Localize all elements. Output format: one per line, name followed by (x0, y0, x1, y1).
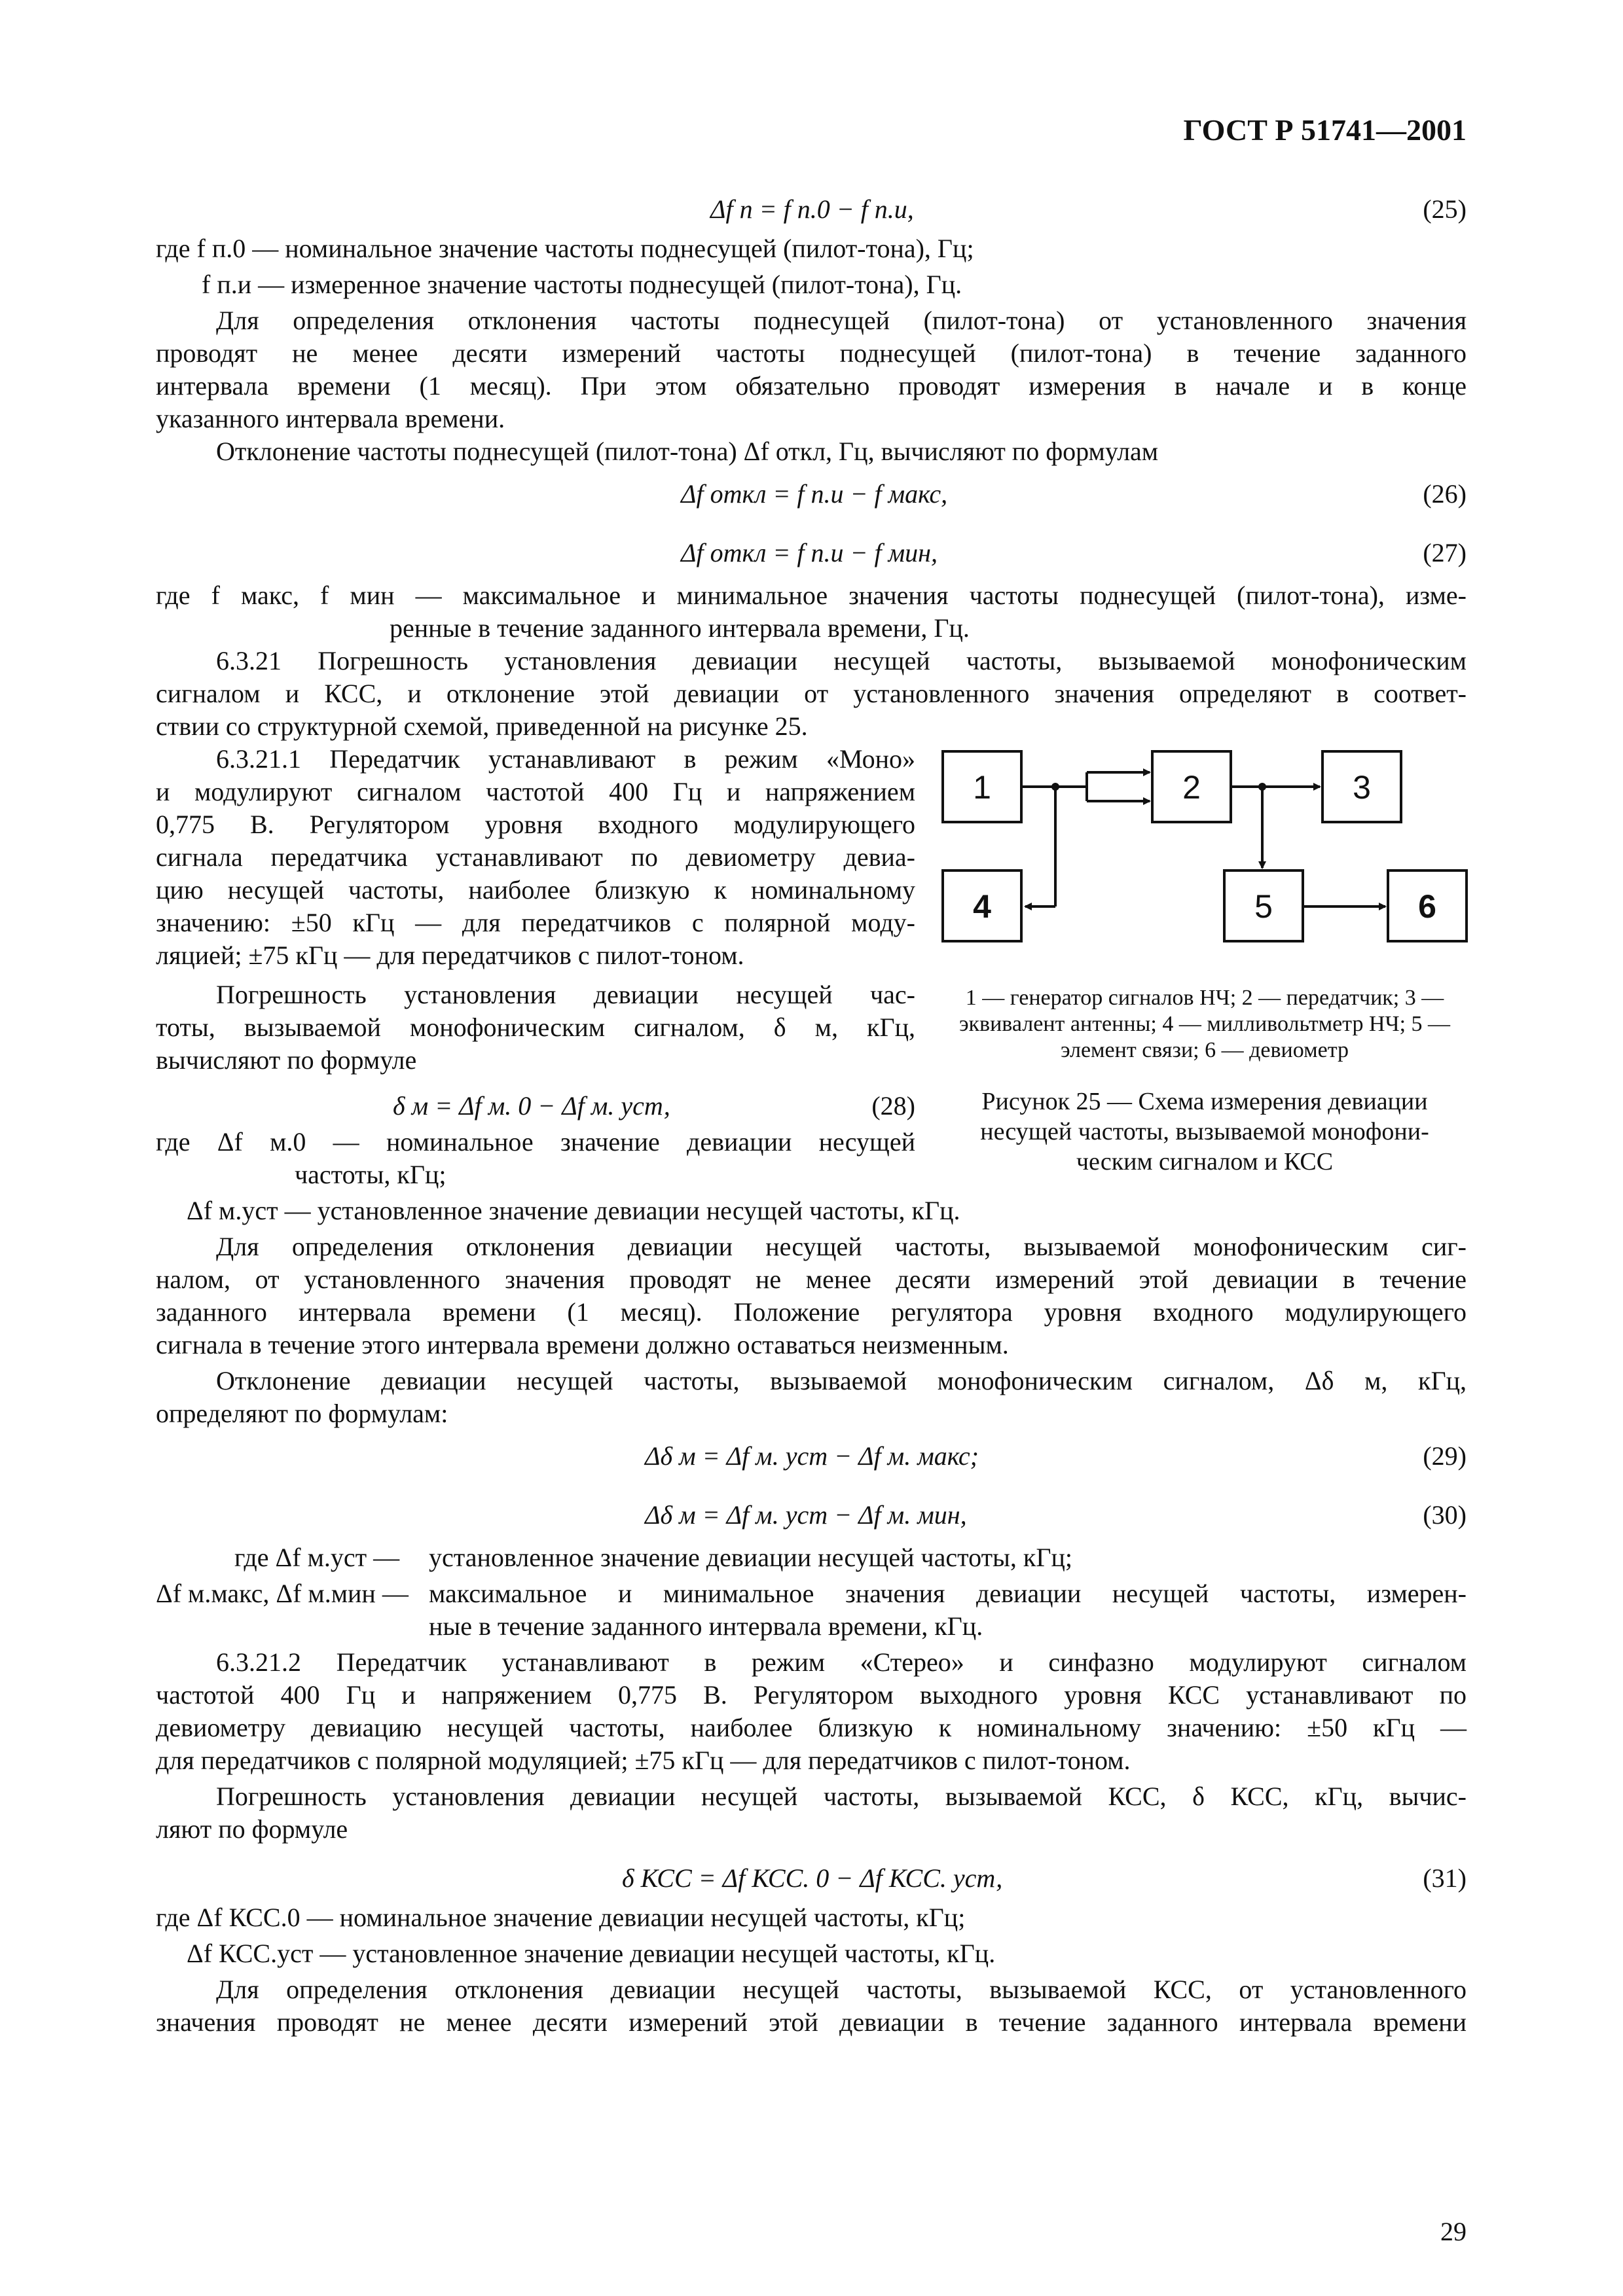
paragraph-line: ствии со структурной схемой, приведенной на рисунке 25. (156, 711, 808, 741)
figure-legend-line: элемент связи; 6 — девиометр (1061, 1038, 1349, 1062)
where-line-cont: частоты, кГц; (295, 1160, 447, 1189)
block-diagram (930, 733, 1480, 975)
paragraph-line: для передатчиков с полярной модуляцией; ±75 кГц — для передатчиков с пилот-тоном. (156, 1746, 1131, 1775)
paragraph-line: значения проводят не менее десяти измерений этой девиации в течение заданного интервала времени (156, 2007, 1467, 2037)
paragraph-line: значению: ±50 кГц — для передатчиков с полярной моду- (156, 908, 915, 937)
paragraph-line: частотой 400 Гц и напряжением 0,775 В. Регулятором выходного уровня КСС устанавливают по (156, 1680, 1467, 1710)
paragraph-line: сигнала в течение этого интервала времени должно оставаться неизменным. (156, 1330, 1009, 1359)
block-2-label: 2 (1182, 769, 1201, 806)
paragraph-line: 6.3.21.1 Передатчик устанавливают в режим «Моно» (216, 744, 915, 774)
where-line-fkssust: Δf КСС.уст — установленное значение девиации несущей частоты, кГц. (187, 1939, 996, 1968)
where-line-fkss0: где Δf КСС.0 — номинальное значение девиации несущей частоты, кГц; (156, 1903, 966, 1932)
paragraph-line: Погрешность установления девиации несущей час- (216, 980, 915, 1009)
junction-node (1051, 783, 1059, 791)
formula-29: Δδ м = Δf м. уст − Δf м. макс; (645, 1441, 979, 1471)
where-line-fp0: где f п.0 — номинальное значение частоты поднесущей (пилот-тона), Гц; (156, 234, 974, 263)
formula-26: Δf откл = f п.и − f макс, (681, 479, 948, 509)
paragraph-line: Для определения отклонения девиации несущей частоты, вызываемой КСС, от установленного (216, 1975, 1467, 2004)
figure-legend (943, 985, 1467, 1064)
formula-26-number: (26) (1423, 479, 1467, 509)
formula-27: Δf откл = f п.и − f мин, (681, 538, 938, 567)
where-text-cont: ные в течение заданного интервала времени, кГц. (429, 1611, 983, 1641)
paragraph-line: указанного интервала времени. (156, 404, 505, 433)
where-label-fmust: где Δf м.уст — (234, 1543, 400, 1572)
figure-title-line: Рисунок 25 — Схема измерения девиации (981, 1088, 1428, 1115)
block-5-label: 5 (1254, 888, 1273, 925)
paragraph-line: Отклонение девиации несущей частоты, вызываемой монофоническим сигналом, Δδ м, кГц, (216, 1366, 1467, 1395)
figure-title-line: ческим сигналом и КСС (1076, 1148, 1334, 1175)
junction-node (1258, 783, 1266, 791)
formula-25-number: (25) (1423, 194, 1467, 224)
where-line-fmax-fmin: где f макс, f мин — максимальное и минимальное значения частоты поднесущей (пилот-тона), изме- (156, 581, 1467, 610)
figure-title (943, 1086, 1467, 1177)
where-line-fmust: Δf м.уст — установленное значение девиации несущей частоты, кГц. (187, 1196, 960, 1225)
where-text-fmmax-fmmin: максимальное и минимальное значения девиации несущей частоты, измерен- (429, 1579, 1467, 1608)
block-1-label: 1 (973, 769, 991, 806)
block-6-label: 6 (1418, 888, 1436, 925)
paragraph-line: сигналом и КСС, и отклонение этой девиации от установленного значения определяют в соответ- (156, 679, 1467, 708)
paragraph-line: 0,775 В. Регулятором уровня входного модулирующего (156, 810, 915, 839)
where-label-fmmax-fmmin: Δf м.макс, Δf м.мин — (156, 1579, 409, 1608)
paragraph-line: налом, от установленного значения проводят не менее десяти измерений этой девиации в течение (156, 1265, 1467, 1294)
paragraph-line: ляцией; ±75 кГц — для передатчиков с пилот-тоном. (156, 941, 744, 970)
paragraph-line: определяют по формулам: (156, 1399, 448, 1428)
where-text-fmust: установленное значение девиации несущей частоты, кГц; (429, 1543, 1073, 1572)
paragraph-line: Для определения отклонения частоты поднесущей (пилот-тона) от установленного значения (216, 306, 1467, 335)
page-number: 29 (1440, 2217, 1467, 2246)
paragraph-line: проводят не менее десяти измерений частоты поднесущей (пилот-тона) в течение заданного (156, 338, 1467, 368)
figure-title-line: несущей частоты, вызываемой монофони- (980, 1118, 1429, 1145)
formula-30-number: (30) (1423, 1500, 1467, 1530)
formula-31-number: (31) (1423, 1863, 1467, 1893)
block-4-label: 4 (973, 888, 991, 925)
paragraph-line: 6.3.21 Погрешность установления девиации несущей частоты, вызываемой монофоническим (216, 646, 1467, 675)
block-3-label: 3 (1353, 769, 1371, 806)
paragraph-line: Для определения отклонения девиации несущей частоты, вызываемой монофоническим сиг- (216, 1232, 1467, 1261)
formula-28-number: (28) (871, 1091, 915, 1121)
paragraph-line: Погрешность установления девиации несущей частоты, вызываемой КСС, δ КСС, кГц, вычис- (216, 1782, 1467, 1811)
page-header: ГОСТ Р 51741—2001 (1183, 113, 1467, 147)
paragraph-line: тоты, вызываемой монофоническим сигналом, δ м, кГц, (156, 1013, 915, 1042)
formula-27-number: (27) (1423, 538, 1467, 567)
formula-28: δ м = Δf м. 0 − Δf м. уст, (393, 1091, 670, 1121)
paragraph-line: вычисляют по формуле (156, 1045, 417, 1075)
paragraph-line: заданного интервала времени (1 месяц). Положение регулятора уровня входного модулирующего (156, 1297, 1467, 1327)
paragraph-line: сигнала передатчика устанавливают по девиометру девиа- (156, 842, 915, 872)
where-line-cont: ренные в течение заданного интервала времени, Гц. (390, 613, 970, 643)
paragraph-line: девиометру девиацию несущей частоты, наиболее близкую к номинальному значению: ±50 кГц — (156, 1713, 1467, 1742)
paragraph-line: цию несущей частоты, наиболее близкую к номинальному (156, 875, 915, 905)
formula-25: Δf п = f п.0 − f п.и, (710, 194, 914, 224)
figure-legend-line: эквивалент антенны; 4 — милливольтметр НЧ; 5 — (958, 1012, 1451, 1036)
paragraph-line: интервала времени (1 месяц). При этом обязательно проводят измерения в начале и в конце (156, 371, 1467, 401)
where-line-fm0: где Δf м.0 — номинальное значение девиации несущей (156, 1127, 915, 1157)
paragraph-line: и модулируют сигналом частотой 400 Гц и напряжением (156, 777, 915, 806)
formula-31: δ КСС = Δf КСС. 0 − Δf КСС. уст, (622, 1863, 1003, 1893)
paragraph-line: Отклонение частоты поднесущей (пилот-тона) Δf откл, Гц, вычисляют по формулам (216, 437, 1159, 466)
formula-29-number: (29) (1423, 1441, 1467, 1471)
formula-30: Δδ м = Δf м. уст − Δf м. мин, (645, 1500, 967, 1530)
figure-legend-line: 1 — генератор сигналов НЧ; 2 — передатчик; 3 — (965, 986, 1444, 1010)
paragraph-line: 6.3.21.2 Передатчик устанавливают в режим «Стерео» и синфазно модулируют сигналом (216, 1647, 1467, 1677)
paragraph-line: ляют по формуле (156, 1814, 348, 1844)
where-line-fpi: f п.и — измеренное значение частоты поднесущей (пилот-тона), Гц. (202, 270, 962, 299)
